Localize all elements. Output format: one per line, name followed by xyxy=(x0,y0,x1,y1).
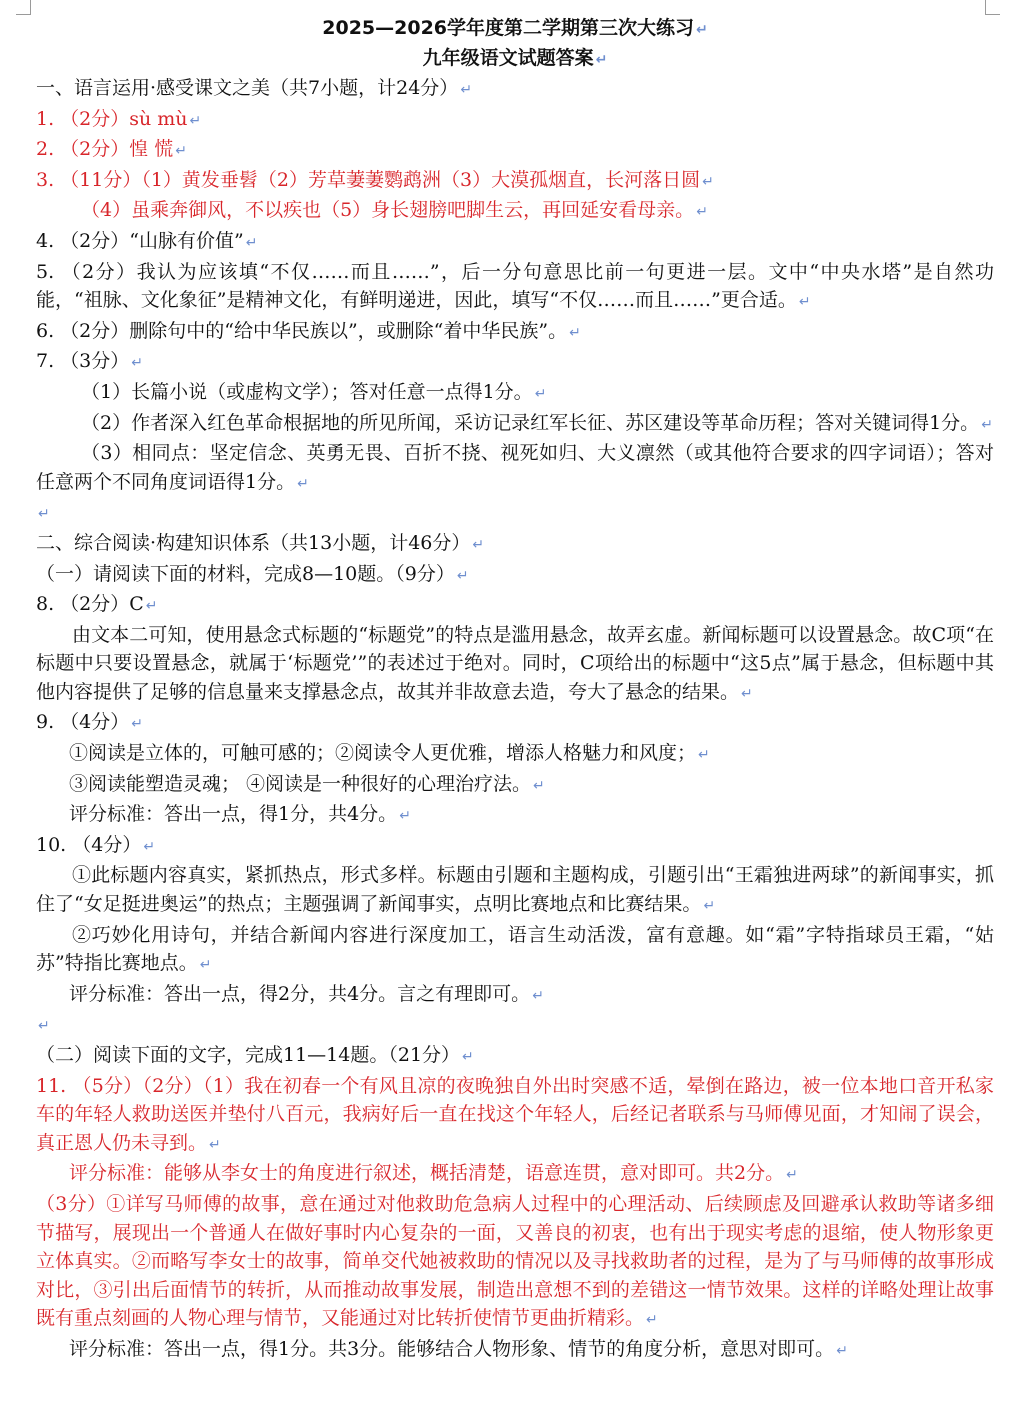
answer-q8-explanation: 由文本二可知，使用悬念式标题的“标题党”的特点是滥用悬念，故弄玄虚。新闻标题可以设置悬念。故C项“在标题中只要设置悬念，就属于‘标题党’”的表述过于绝对。同时，C项给出的标题中“这5点”属于悬念，但标题中其他内容提供了足够的信息量来支撑悬念点，故其并非故意去造，夸大了悬念的结果。 ↵ xyxy=(36,623,994,703)
return-mark-icon: ↵ xyxy=(245,234,258,251)
document-title: 2025—2026学年度第二学期第三次大练习 ↵ xyxy=(322,17,708,39)
answer-q3-continued: （4）虽乘奔御风，不以疾也（5）身长翅膀吧脚生云，再回延安看母亲。 ↵ xyxy=(81,199,708,222)
return-mark-icon: ↵ xyxy=(532,987,544,1004)
answer-q5: 5. （2分）我认为应该填“不仅……而且……”，后一分句意思比前一句更进一层。文中“中央水塔”是自然功能，“祖脉、文化象征”是精神文化，有鲜明递进，因此，填写“不仅……而且……”更合适。 ↵ xyxy=(36,260,994,312)
answer-document xyxy=(36,14,994,1366)
return-mark-icon: ↵ xyxy=(199,957,212,974)
answer-q7-part2: （2）作者深入红色革命根据地的所见所闻，采访记录红军长征、苏区建设等革命历程；答对关键词得1分。 ↵ xyxy=(81,411,993,434)
answer-q8: 8. （2分）C ↵ xyxy=(36,593,158,616)
answer-q10-scoring: 评分标准：答出一点，得2分，共4分。言之有理即可。 ↵ xyxy=(69,982,544,1005)
return-mark-icon: ↵ xyxy=(145,598,158,615)
answer-q9-points-1: ①阅读是立体的，可触可感的；②阅读令人更优雅，增添人格魅力和风度； ↵ xyxy=(69,742,710,765)
return-mark-icon: ↵ xyxy=(569,324,581,341)
return-mark-icon: ↵ xyxy=(131,355,143,372)
group-1-heading: （一）请阅读下面的材料，完成8—10题。（9分） ↵ xyxy=(36,562,469,585)
return-mark-icon: ↵ xyxy=(38,1018,50,1035)
answer-q3: 3. （11分）（1）黄发垂髫（2）芳草萋萋鹦鹉洲（3）大漠孤烟直，长河落日圆 ↵ xyxy=(36,168,714,191)
return-mark-icon: ↵ xyxy=(131,716,143,733)
return-mark-icon: ↵ xyxy=(981,416,993,433)
answer-q11-part1: 11. （5分）（2分）（1）我在初春一个有风且凉的夜晚独自外出时突感不适，晕倒在路边，被一位本地口音开私家车的年轻人救助送医并垫付八百元，我病好后一直在找这个年轻人，后经记者联系与马师傅见面，才知闹了误会，真正恩人仍未寻到。 ↵ xyxy=(36,1074,994,1154)
return-mark-icon: ↵ xyxy=(460,82,473,98)
answer-q1: 1. （2分）sù mù ↵ xyxy=(36,107,202,130)
answer-q2: 2. （2分）惶 慌 ↵ xyxy=(36,138,188,161)
section-1-heading: 一、语言运用·感受课文之美（共7小题，计24分） ↵ xyxy=(36,77,473,99)
answer-q6: 6. （2分）删除句中的“给中华民族以”，或删除“着中华民族”。 ↵ xyxy=(36,319,581,342)
answer-q9: 9. （4分） ↵ xyxy=(36,711,143,734)
return-mark-icon: ↵ xyxy=(646,1312,658,1329)
return-mark-icon: ↵ xyxy=(209,1136,221,1153)
return-mark-icon: ↵ xyxy=(399,808,411,825)
page-corner-mark-left xyxy=(16,0,31,15)
answer-q7: 7. （3分） ↵ xyxy=(36,350,143,373)
return-mark-icon: ↵ xyxy=(696,204,708,221)
answer-q11-part2: （3分）①详写马师傅的故事，意在通过对他救助危急病人过程中的心理活动、后续顾虑及回避承认救助等诸多细节描写，展现出一个普通人在做好事时内心复杂的一面，又善良的初衷，也有出于现实考虑的退缩，使人物形象更立体真实。②而略写李女士的故事，简单交代她被救助的情况以及寻找救助者的过程，是为了与马师傅的故事形成对比，③引出后面情节的转折，从而推动故事发展，制造出意想不到的差错这一情节效果。这样的详略处理让故事既有重点刻画的人物心理与情节，又能通过对比转折使情节更曲折精彩。 ↵ xyxy=(36,1192,994,1330)
return-mark-icon: ↵ xyxy=(472,536,485,553)
return-mark-icon: ↵ xyxy=(698,747,710,764)
return-mark-icon: ↵ xyxy=(533,777,545,794)
answer-q9-points-2: ③阅读能塑造灵魂； ④阅读是一种很好的心理治疗法。 ↵ xyxy=(69,772,545,795)
return-mark-icon: ↵ xyxy=(786,1167,798,1184)
return-mark-icon: ↵ xyxy=(741,685,753,702)
blank-line xyxy=(36,498,994,529)
return-mark-icon: ↵ xyxy=(38,506,50,523)
return-mark-icon: ↵ xyxy=(696,22,708,38)
answer-q7-part3: （3）相同点：坚定信念、英勇无畏、百折不挠、视死如归、大义凛然（或其他符合要求的四字词语）；答对任意两个不同角度词语得1分。 ↵ xyxy=(36,442,994,493)
answer-q7-part1: （1）长篇小说（或虚构文学）；答对任意一点得1分。 ↵ xyxy=(81,380,547,403)
blank-line xyxy=(36,1010,994,1041)
answer-q11-scoring-2: 评分标准：答出一点，得1分。共3分。能够结合人物形象、情节的角度分析，意思对即可。 ↵ xyxy=(69,1337,848,1360)
return-mark-icon: ↵ xyxy=(595,52,608,68)
answer-q9-scoring: 评分标准：答出一点，得1分，共4分。 ↵ xyxy=(69,803,411,826)
section-2-heading: 二、综合阅读·构建知识体系（共13小题，计46分） ↵ xyxy=(36,531,485,554)
return-mark-icon: ↵ xyxy=(456,567,469,584)
answer-q10-point-1: ①此标题内容真实，紧抓热点，形式多样。标题由引题和主题构成，引题引出“王霜独进两球”的新闻事实，抓住了“女足挺进奥运”的热点；主题强调了新闻事实，点明比赛地点和比赛结果。 ↵ xyxy=(36,864,994,916)
return-mark-icon: ↵ xyxy=(175,143,188,160)
return-mark-icon: ↵ xyxy=(297,475,309,492)
return-mark-icon: ↵ xyxy=(702,173,714,190)
return-mark-icon: ↵ xyxy=(798,294,811,311)
answer-q11-scoring-1: 评分标准：能够从李女士的角度进行叙述，概括清楚，语意连贯，意对即可。共2分。 ↵ xyxy=(69,1162,798,1185)
return-mark-icon: ↵ xyxy=(534,385,547,402)
page-corner-mark-right xyxy=(985,0,1000,15)
return-mark-icon: ↵ xyxy=(189,112,202,129)
answer-q10: 10. （4分） ↵ xyxy=(36,833,156,856)
return-mark-icon: ↵ xyxy=(703,898,716,915)
return-mark-icon: ↵ xyxy=(836,1342,848,1359)
document-subtitle: 九年级语文试题答案 ↵ xyxy=(422,47,608,69)
return-mark-icon: ↵ xyxy=(143,838,156,855)
answer-q10-point-2: ②巧妙化用诗句，并结合新闻内容进行深度加工，语言生动活泼，富有意趣。如“霜”字特指球员王霜，“姑苏”特指比赛地点。 ↵ xyxy=(36,923,994,975)
return-mark-icon: ↵ xyxy=(462,1049,474,1065)
answer-q4: 4. （2分）“山脉有价值” ↵ xyxy=(36,229,258,252)
group-2-heading: （二）阅读下面的文字，完成11—14题。（21分） ↵ xyxy=(36,1044,474,1066)
